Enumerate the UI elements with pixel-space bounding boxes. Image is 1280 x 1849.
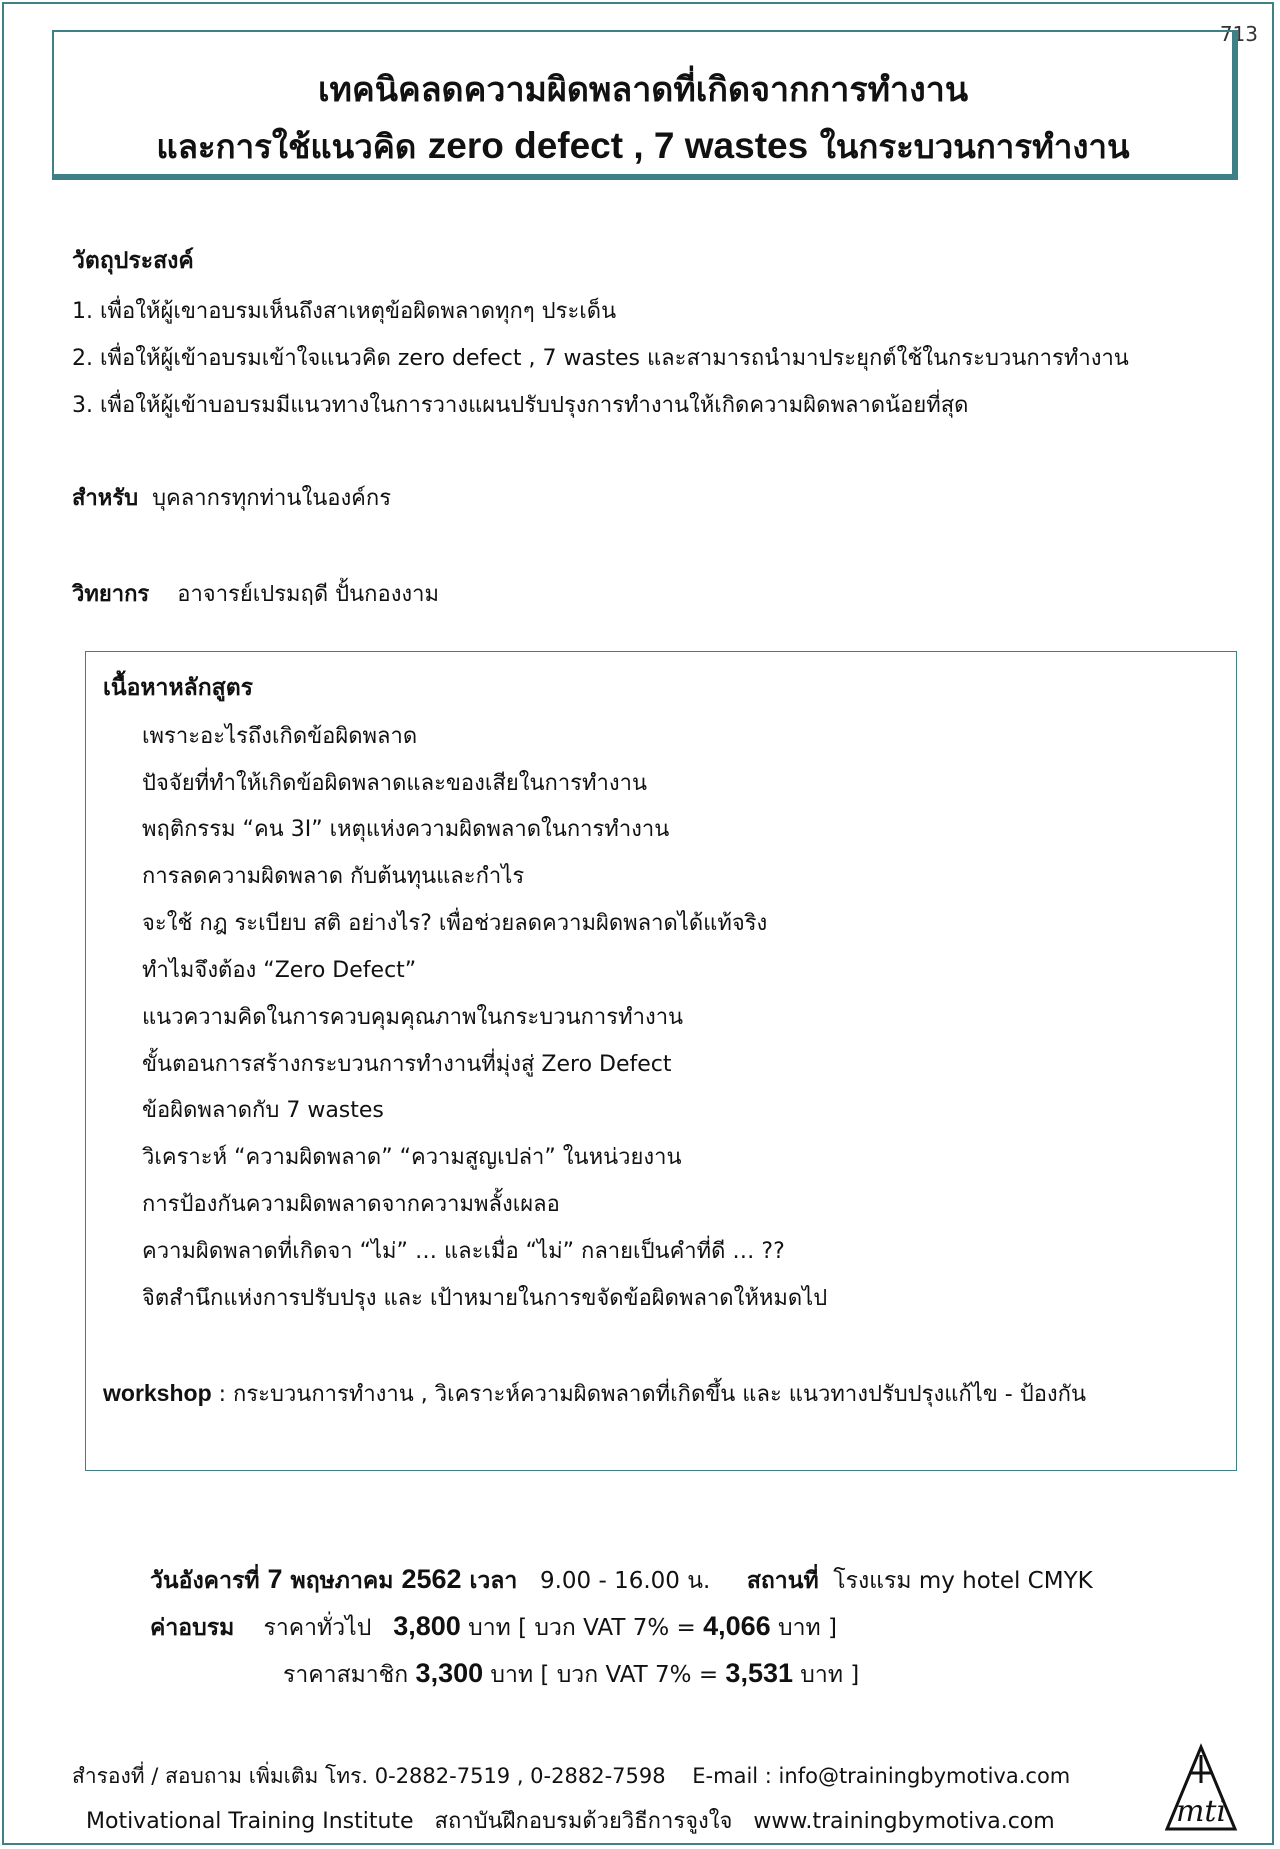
topic-item: ข้อผิดพลาดกับ 7 wastes (142, 1098, 384, 1123)
objectives-heading: วัตถุประสงค์ (72, 248, 194, 274)
topic-item: จะใช้ กฎ ระเบียบ สติ อย่างไร? เพื่อช่วยลดความผิดพลาดได้แท้จริง (142, 911, 768, 936)
topic-item: จิตสำนึกแห่งการปรับปรุง และ เป้าหมายในการขจัดข้อผิดพลาดให้หมดไป (142, 1286, 828, 1311)
audience-label: สำหรับ (72, 486, 139, 511)
title-line-2 (54, 120, 1232, 173)
time-label: เวลา (461, 1568, 526, 1594)
date-prefix: วันอังคารที่ (150, 1568, 268, 1594)
schedule-row (150, 1563, 1093, 1599)
fee-member-mid: บาท [ บวก VAT 7% = (483, 1662, 726, 1688)
page-number: 713 (1219, 22, 1258, 46)
fee-member-label: ราคาสมาชิก (283, 1662, 409, 1688)
title-line-2-pre: และการใช้แนวคิด (156, 127, 428, 166)
fee-member-row (283, 1657, 859, 1693)
fee-member-total: 3,531 (725, 1658, 793, 1688)
mti-logo-icon (1163, 1743, 1239, 1833)
venue-value: โรงแรม my hotel CMYK (833, 1568, 1093, 1594)
workshop-row (103, 1376, 1086, 1411)
title-line-2-latin: zero defect , 7 wastes (427, 125, 809, 166)
content-heading: เนื้อหาหลักสูตร (103, 675, 253, 701)
date-day: 7 (267, 1564, 283, 1594)
title-box (52, 30, 1238, 180)
topic-item: ปัจจัยที่ทำให้เกิดข้อผิดพลาดและของเสียในการทำงาน (142, 771, 647, 796)
course-content-box (85, 651, 1237, 1471)
speaker-row (72, 576, 439, 611)
speaker-label: วิทยากร (72, 582, 150, 607)
date-year: 2562 (401, 1564, 462, 1594)
topic-item: พฤติกรรม “คน 3I” เหตุแห่งความผิดพลาดในการทำงาน (142, 817, 670, 842)
svg-text:mti: mti (1175, 1794, 1227, 1829)
audience-row (72, 480, 391, 515)
fee-general-price: 3,800 (393, 1611, 461, 1641)
audience-value: บุคลากรทุกท่านในองค์กร (152, 486, 392, 511)
topic-item: การลดความผิดพลาด กับต้นทุนและกำไร (142, 864, 525, 889)
objective-item: 2. เพื่อให้ผู้เข้าอบรมเข้าใจแนวคิด zero defect , 7 wastes และสามารถนำมาประยุกต์ใช้ในกระบวนการทำงาน (72, 346, 1129, 371)
time-value: 9.00 - 16.00 น. (539, 1568, 711, 1594)
topic-item: ขั้นตอนการสร้างกระบวนการทำงานที่มุ่งสู่ Zero Defect (142, 1052, 672, 1077)
topic-item: ความผิดพลาดที่เกิดจา “ไม่” … และเมื่อ “ไม่” กลายเป็นคำที่ดี … ?? (142, 1239, 785, 1264)
date-month: พฤษภาคม (282, 1568, 402, 1594)
fee-general-row (150, 1610, 837, 1646)
workshop-label: workshop (103, 1380, 212, 1406)
fee-member-end: บาท ] (793, 1662, 860, 1688)
speaker-value: อาจารย์เปรมฤดี ปั้นกองงาม (177, 582, 440, 607)
objective-item: 1. เพื่อให้ผู้เขาอบรมเห็นถึงสาเหตุข้อผิดพลาดทุกๆ ประเด็น (72, 299, 617, 324)
fee-general-mid: บาท [ บวก VAT 7% = (460, 1615, 704, 1641)
fee-member-price: 3,300 (415, 1658, 484, 1688)
fee-general-end: บาท ] (770, 1615, 837, 1641)
topic-item: วิเคราะห์ “ความผิดพลาด” “ความสูญเปล่า” ในหน่วยงาน (142, 1145, 682, 1170)
objective-item: 3. เพื่อให้ผู้เข้าบอบรมมีแนวทางในการวางแผนปรับปรุงการทำงานให้เกิดความผิดพลาดน้อยที่สุด (72, 393, 969, 418)
fee-label: ค่าอบรม (150, 1615, 235, 1641)
institute-line: Motivational Training Institute สถาบันฝึกอบรมด้วยวิธีการจูงใจ www.trainingbymotiva.com (86, 1809, 1055, 1834)
fee-general-total: 4,066 (703, 1611, 771, 1641)
title-line-1: เทคนิคลดความผิดพลาดที่เกิดจากการทำงาน (317, 70, 969, 110)
workshop-text: : กระบวนการทำงาน , วิเคราะห์ความผิดพลาดที่เกิดขึ้น และ แนวทางปรับปรุงแก้ไข - ป้องกัน (211, 1382, 1087, 1407)
topic-item: แนวความคิดในการควบคุมคุณภาพในกระบวนการทำงาน (142, 1005, 684, 1030)
fee-general-label: ราคาทั่วไป (263, 1615, 372, 1641)
contact-line: สำรองที่ / สอบถาม เพิ่มเติม โทร. 0-2882-7519 , 0-2882-7598 E-mail : info@trainingbymotiva.com (72, 1764, 1071, 1788)
topic-item: การป้องกันความผิดพลาดจากความพลั้งเผลอ (142, 1192, 560, 1217)
title-line-2-post: ในกระบวนการทำงาน (808, 127, 1130, 166)
venue-label: สถานที่ (746, 1568, 819, 1594)
topic-item: ทำไมจึงต้อง “Zero Defect” (142, 958, 417, 983)
topic-item: เพราะอะไรถึงเกิดข้อผิดพลาด (142, 724, 418, 749)
